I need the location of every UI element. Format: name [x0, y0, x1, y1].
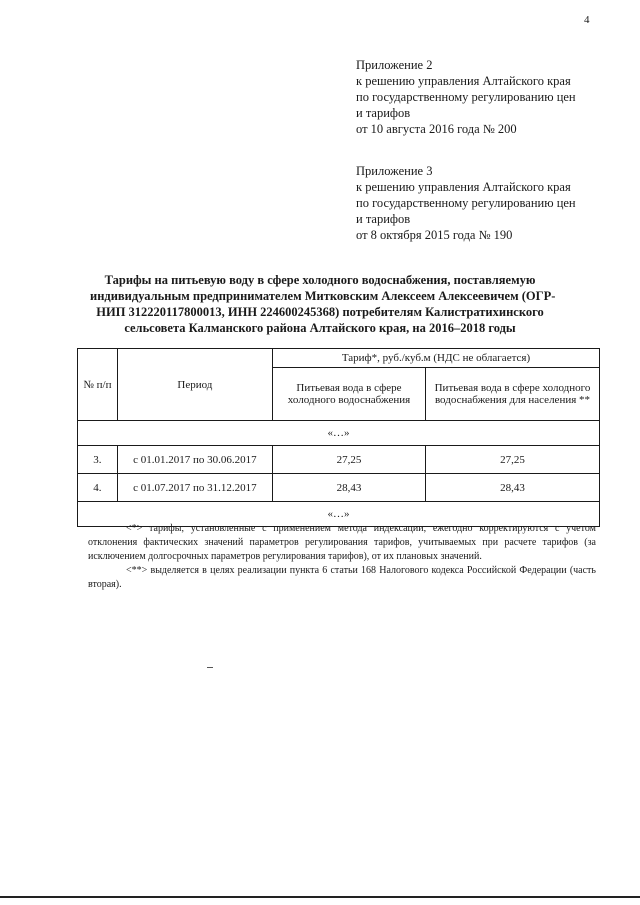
ellipsis-row: «…»	[78, 502, 600, 527]
appendix-2-header	[356, 57, 576, 137]
scan-bottom-edge	[0, 896, 640, 898]
appendix-2-line: и тарифов	[356, 106, 411, 120]
page-number: 4	[584, 14, 590, 26]
row-value-1: 27,25	[272, 446, 425, 474]
appendix-3-line: по государственному регулированию цен	[356, 196, 576, 210]
title-line: Тарифы на питьевую воду в сфере холодного водоснабжения, поставляемую	[104, 273, 536, 287]
footnote-1: <*> тарифы, установленные с применением метода индексации, ежегодно корректируются с учетом отклонения фактических значений параметров регулирования тарифов, учитываемых при расчете тарифов (за исключением долгосрочных параметров регулирования тарифов), от их плановых значений.	[88, 523, 596, 562]
appendix-3-line: к решению управления Алтайского края	[356, 180, 571, 194]
row-num: 4.	[78, 474, 118, 502]
header-sub-drinking-water: Питьевая вода в сфере холодного водоснабжения	[272, 368, 425, 421]
header-period: Период	[117, 349, 272, 421]
appendix-3-line: Приложение 3	[356, 164, 433, 178]
ellipsis-row: «…»	[78, 421, 600, 446]
title-line: сельсовета Калманского района Алтайского края, на 2016–2018 годы	[124, 321, 516, 335]
tariff-table	[77, 348, 600, 527]
appendix-3-line: и тарифов	[356, 212, 411, 226]
table-row	[78, 446, 600, 474]
header-sub-population: Питьевая вода в сфере холодного водоснабжения для населения **	[425, 368, 599, 421]
row-value-1: 28,43	[272, 474, 425, 502]
appendix-3-line: от 8 октября 2015 года № 190	[356, 228, 513, 242]
appendix-2-line: от 10 августа 2016 года № 200	[356, 122, 517, 136]
row-period: с 01.01.2017 по 30.06.2017	[117, 446, 272, 474]
header-num: № п/п	[78, 349, 118, 421]
appendix-2-line: к решению управления Алтайского края	[356, 74, 571, 88]
row-value-2: 28,43	[425, 474, 599, 502]
row-value-2: 27,25	[425, 446, 599, 474]
table-row	[78, 474, 600, 502]
document-title	[90, 272, 556, 336]
appendix-2-line: по государственному регулированию цен	[356, 90, 576, 104]
row-num: 3.	[78, 446, 118, 474]
title-line: НИП 312220117800013, ИНН 224600245368) потребителям Калистратихинского	[96, 305, 544, 319]
title-line: индивидуальным предпринимателем Митковским Алексеем Алексеевичем (ОГР-	[90, 289, 556, 303]
footnote-2: <**> выделяется в целях реализации пункта 6 статьи 168 Налогового кодекса Российской Федерации (часть вторая).	[88, 565, 596, 590]
header-tariff: Тариф*, руб./куб.м (НДС не облагается)	[272, 349, 599, 368]
row-period: с 01.07.2017 по 31.12.2017	[117, 474, 272, 502]
footnotes	[88, 522, 596, 592]
scan-mark	[207, 667, 213, 668]
appendix-3-header	[356, 163, 576, 243]
appendix-2-line: Приложение 2	[356, 58, 433, 72]
